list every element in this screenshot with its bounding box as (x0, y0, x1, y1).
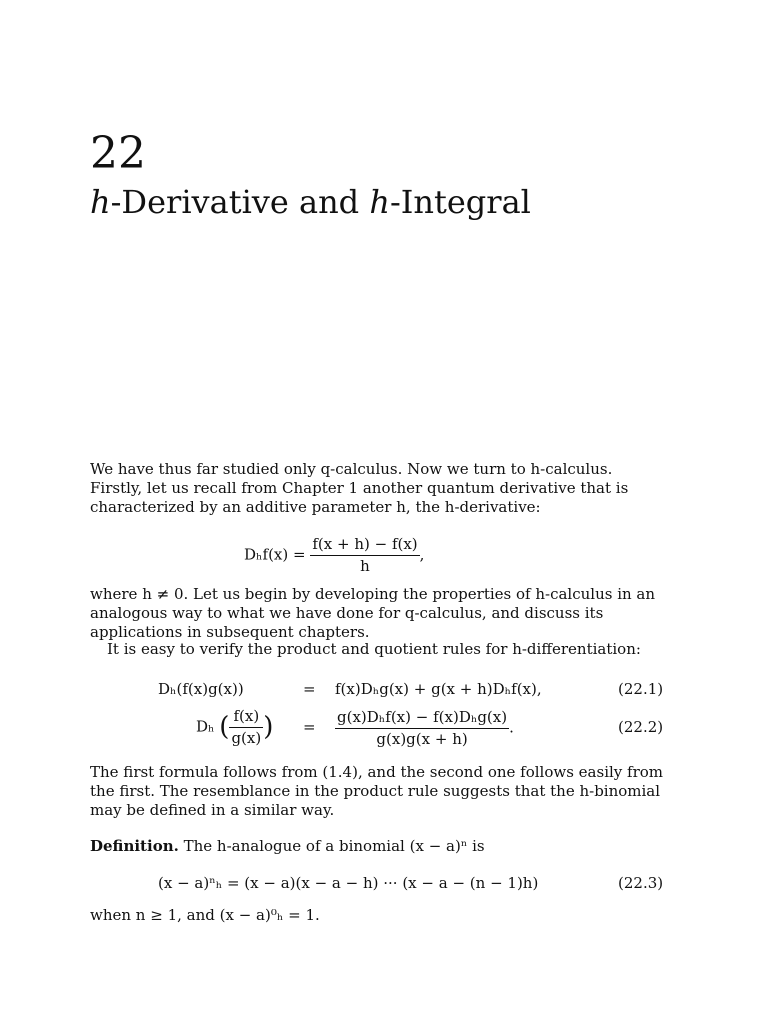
eq-22-2-rhs-fraction (335, 708, 509, 749)
eq-22-2-tail: . (509, 718, 514, 737)
eq-hderiv-tail: , (419, 545, 425, 564)
paragraph-resemblance: The first formula follows from (1.4), and the second one follows easily from the first. The resemblance in the product rule suggests that the h-binomial may be defined in a similar way. (90, 763, 664, 819)
eq-hderiv-denominator: h (310, 555, 419, 576)
paragraph-intro: We have thus far studied only q-calculus. Now we turn to h-calculus. Firstly, let us recall from Chapter 1 another quantum derivative that is characterized by an additive parameter h, the h-derivative: (90, 460, 629, 516)
paragraph-definition (90, 837, 666, 856)
eq-22-2-relation: = (303, 718, 316, 736)
definition-label: Definition. (90, 837, 179, 855)
chapter-title (90, 182, 531, 222)
definition-text: The h-analogue of a binomial (x − a)ⁿ is (183, 837, 485, 855)
eq-22-2-lhs-fraction (229, 707, 263, 748)
paragraph-product-rule-intro: It is easy to verify the product and quotient rules for h-differentiation: (107, 640, 641, 658)
eq-hderiv-lhs: Dₕf(x) = (244, 545, 306, 564)
eq-22-2-label: (22.2) (618, 718, 664, 736)
equation-22-2-rhs (335, 708, 514, 749)
paragraph-properties: where h ≠ 0. Let us begin by developing the properties of h-calculus in an analogous way to what we have done for q-calculus, and discuss its applications in subsequent chapters. (90, 585, 656, 641)
eq-hderiv-numerator: f(x + h) − f(x) (312, 535, 418, 553)
eq-22-2-rhs-num: g(x)Dₕf(x) − f(x)Dₕg(x) (337, 708, 508, 726)
paragraph-when: when n ≥ 1, and (x − a)⁰ₕ = 1. (90, 906, 320, 924)
chapter-title-h1: h (90, 183, 111, 221)
chapter-title-h2: h (369, 183, 390, 221)
eq-22-1-rhs: f(x)Dₕg(x) + g(x + h)Dₕf(x), (335, 680, 542, 698)
eq-22-3-label: (22.3) (618, 874, 664, 892)
equation-22-2-lhs (196, 707, 273, 748)
eq-22-2-lhs-den: g(x) (231, 729, 262, 747)
eq-22-2-close-paren: ) (263, 712, 274, 742)
equation-22-3: (x − a)ⁿₕ = (x − a)(x − a − h) ··· (x − a − (n − 1)h) (158, 874, 539, 892)
chapter-title-mid: -Derivative and (110, 183, 370, 221)
eq-22-2-rhs-den: g(x)g(x + h) (335, 728, 509, 749)
eq-hderiv-fraction (310, 535, 419, 576)
chapter-title-end: -Integral (389, 183, 531, 221)
chapter-number: 22 (90, 128, 146, 179)
eq-22-1-relation: = (303, 680, 316, 698)
eq-22-1-label: (22.1) (618, 680, 664, 698)
equation-h-derivative (244, 535, 424, 576)
eq-22-2-D: Dₕ (196, 717, 215, 736)
eq-22-1-lhs: Dₕ(f(x)g(x)) (158, 680, 244, 698)
eq-22-2-lhs-num: f(x) (233, 707, 260, 725)
eq-22-2-open-paren: ( (219, 712, 230, 742)
equation-22-1 (158, 680, 244, 699)
